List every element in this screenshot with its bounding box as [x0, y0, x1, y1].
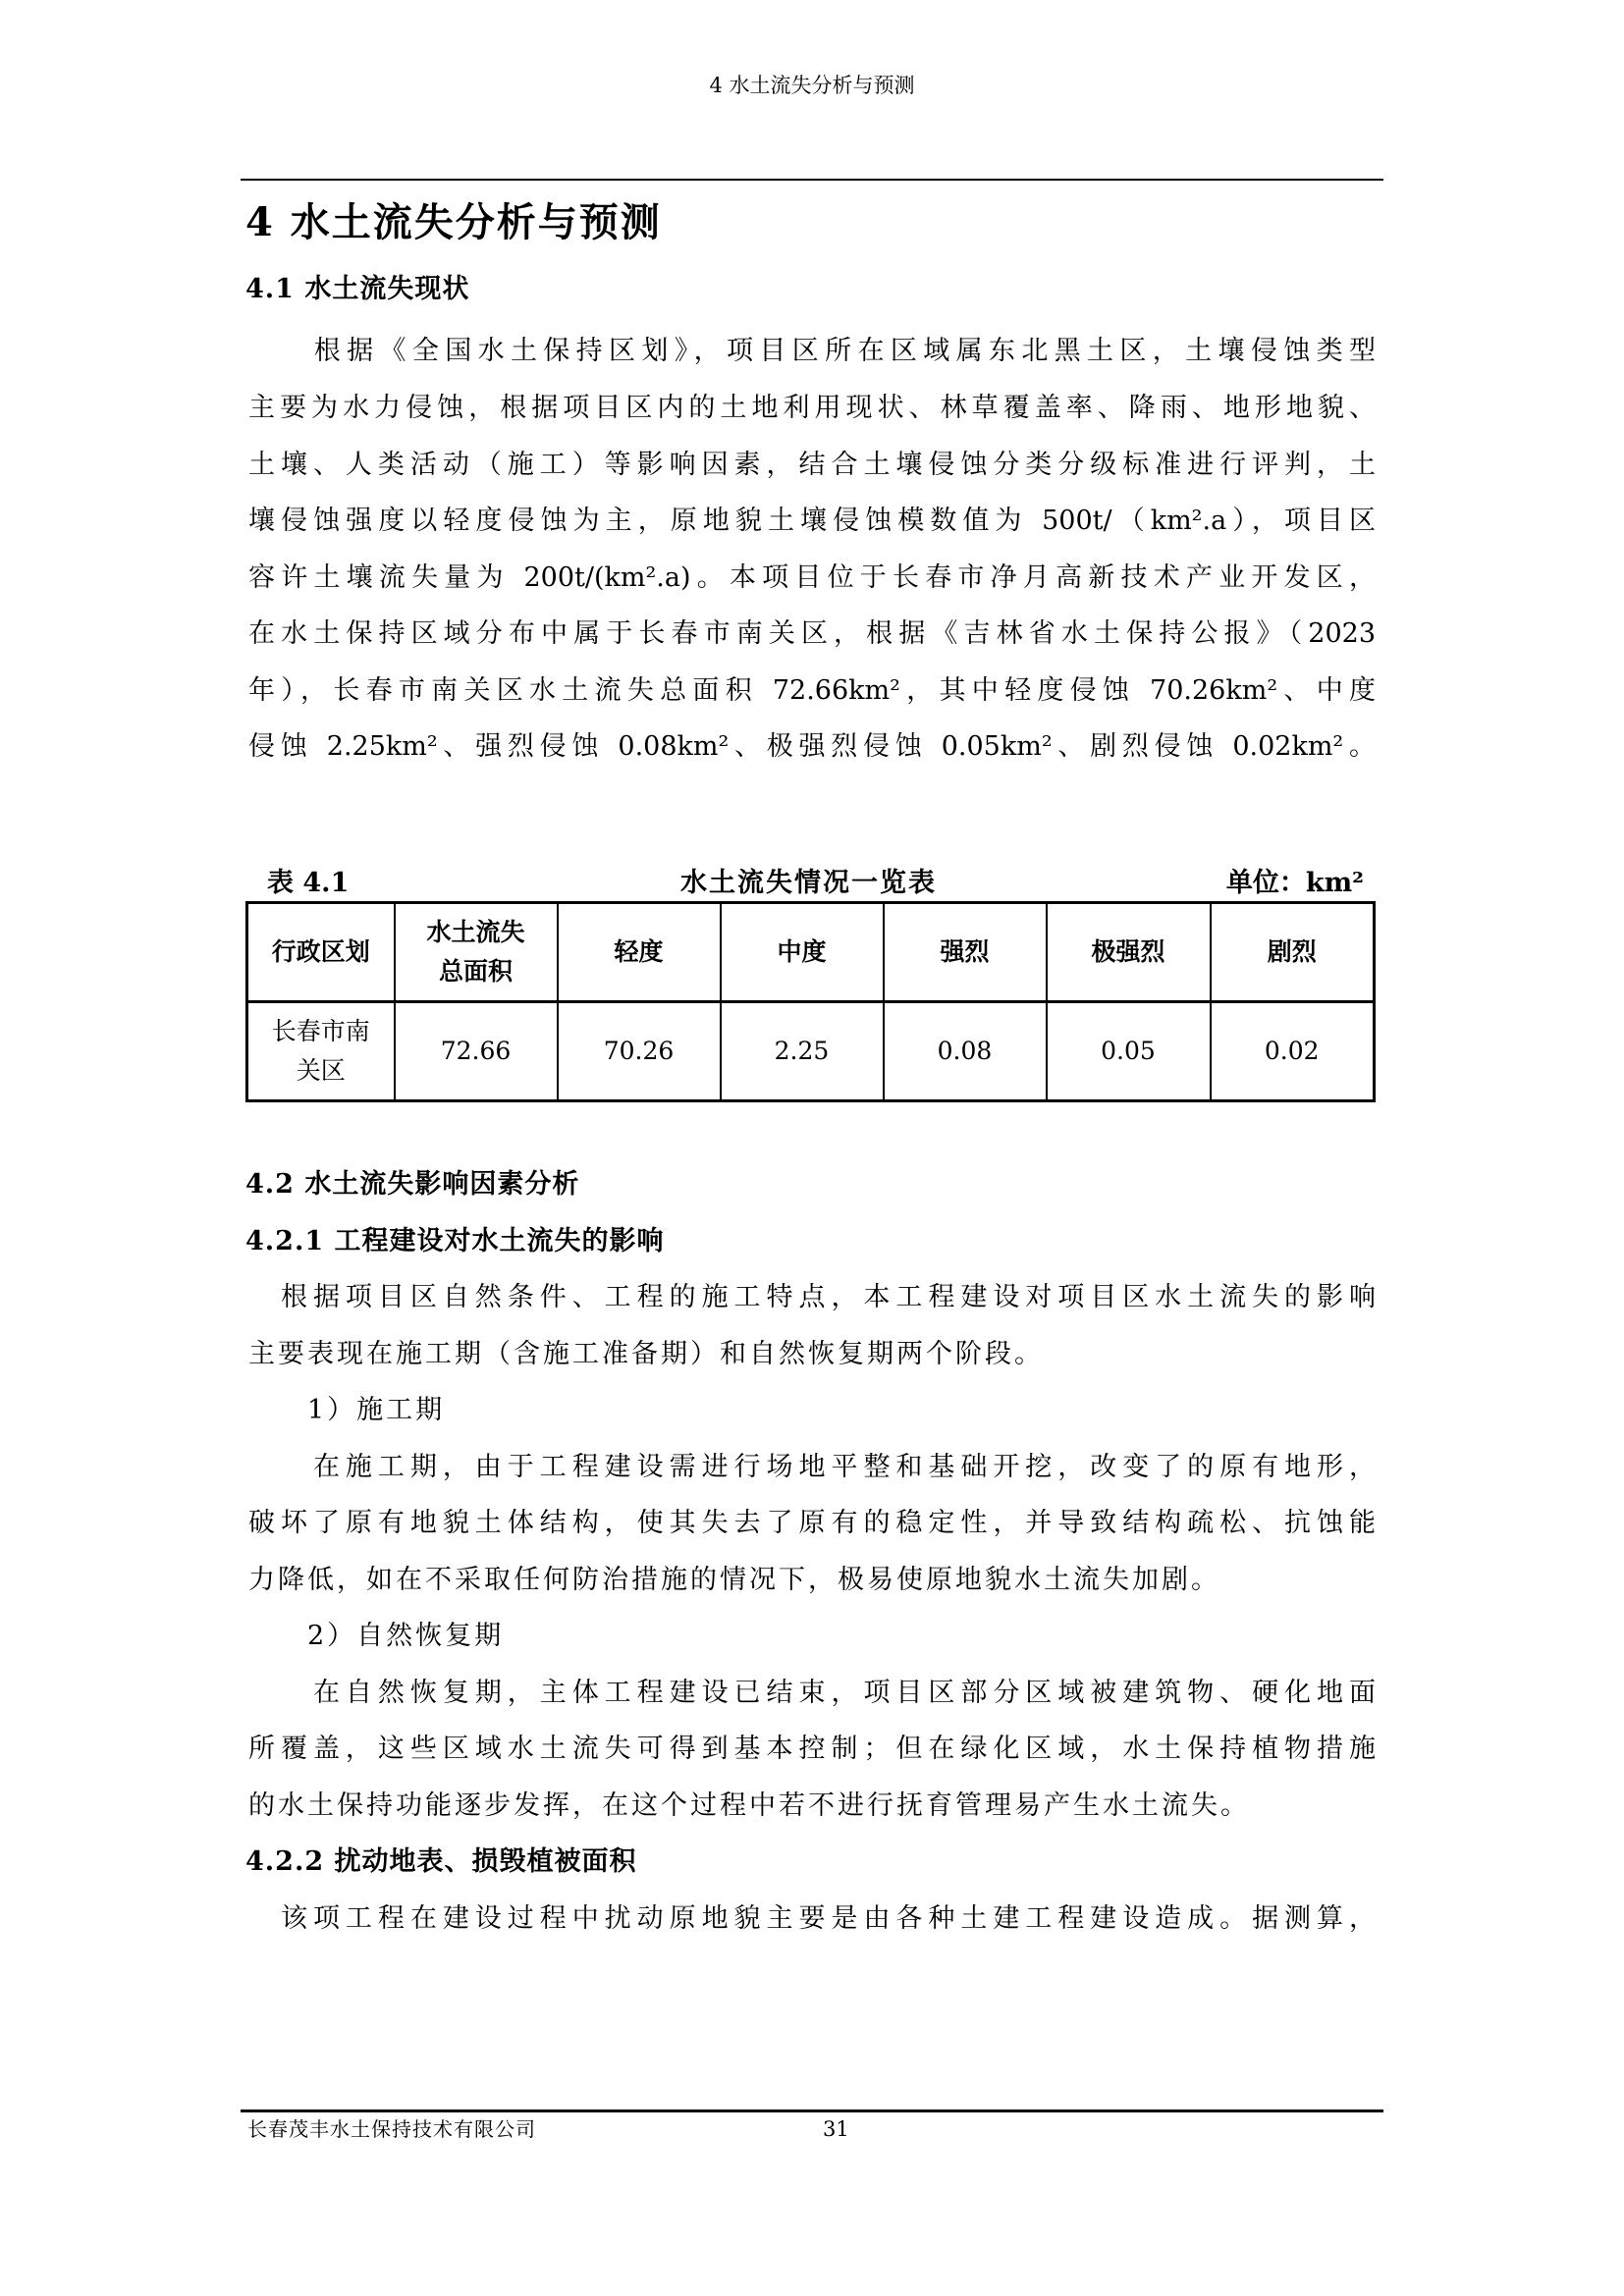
- paragraph-line: 容许土壤流失量为 200t/(km².a)。本项目位于长春市净月高新技术产业开发区，: [248, 562, 1376, 593]
- table-unit: 单位：km²: [1225, 868, 1364, 898]
- list-item-title: 1）施工期: [248, 1395, 446, 1425]
- header-cell-moderate: 中度: [721, 903, 884, 1002]
- footer-company: 长春茂丰水土保持技术有限公司: [247, 2117, 536, 2141]
- paragraph-line: 根据《全国水土保持区划》，项目区所在区域属东北黑土区，土壤侵蚀类型: [248, 336, 1376, 366]
- paragraph-line: 破坏了原有地貌土体结构，使其失去了原有的稳定性，并导致结构疏松、抗蚀能: [248, 1508, 1376, 1538]
- header-rule: [241, 179, 1383, 181]
- paragraph-line: 在施工期，由于工程建设需进行场地平整和基础开挖，改变了的原有地形，: [248, 1452, 1376, 1482]
- cell-region: 长春市南 关区: [247, 1002, 395, 1101]
- cell-intense: 0.08: [884, 1002, 1047, 1101]
- header-cell-light: 轻度: [558, 903, 721, 1002]
- table-caption: [245, 864, 1372, 903]
- cell-severe: 0.02: [1211, 1002, 1375, 1101]
- cell-moderate: 2.25: [721, 1002, 884, 1101]
- list-item-title: 2）自然恢复期: [248, 1621, 505, 1651]
- paragraph-line: 主要为水力侵蚀，根据项目区内的土地利用现状、林草覆盖率、降雨、地形地貌、: [248, 393, 1376, 423]
- paragraph-line: 的水土保持功能逐步发挥，在这个过程中若不进行抚育管理易产生水土流失。: [248, 1790, 1250, 1821]
- cell-very-intense: 0.05: [1047, 1002, 1211, 1101]
- paragraph-line: 所覆盖，这些区域水土流失可得到基本控制；但在绿化区域，水土保持植物措施: [248, 1734, 1376, 1764]
- chapter-title: 4 水土流失分析与预测: [245, 199, 662, 245]
- table-number: 表 4.1: [267, 868, 350, 898]
- section-heading-4-1: 4.1 水土流失现状: [245, 274, 470, 304]
- paragraph-line: 该项工程在建设过程中扰动原地貌主要是由各种土建工程建设造成。据测算，: [248, 1903, 1376, 1934]
- footer-rule: [241, 2109, 1383, 2112]
- header-cell-very-intense: 极强烈: [1047, 903, 1211, 1002]
- table-title: 水土流失情况一览表: [680, 868, 937, 898]
- paragraph-line: 力降低，如在不采取任何防治措施的情况下，极易使原地貌水土流失加剧。: [248, 1565, 1220, 1595]
- running-header: 4 水土流失分析与预测: [709, 74, 915, 97]
- header-cell-severe: 剧烈: [1211, 903, 1375, 1002]
- header-cell-total: 水土流失 总面积: [395, 903, 558, 1002]
- paragraph-line: 在自然恢复期，主体工程建设已结束，项目区部分区域被建筑物、硬化地面: [248, 1678, 1376, 1708]
- section-heading-4-2: 4.2 水土流失影响因素分析: [245, 1169, 580, 1200]
- table-row: [247, 1002, 1375, 1101]
- paragraph-line: 根据项目区自然条件、工程的施工特点，本工程建设对项目区水土流失的影响: [248, 1282, 1376, 1312]
- paragraph-line: 壤侵蚀强度以轻度侵蚀为主，原地貌土壤侵蚀模数值为 500t/（km².a），项目区: [248, 506, 1376, 536]
- soil-erosion-table: [245, 901, 1376, 1102]
- subsection-heading-4-2-2: 4.2.2 扰动地表、损毁植被面积: [245, 1846, 637, 1877]
- paragraph-line: 侵蚀 2.25km²、强烈侵蚀 0.08km²、极强烈侵蚀 0.05km²、剧烈侵蚀 0.02km²。: [248, 731, 1376, 762]
- header-cell-intense: 强烈: [884, 903, 1047, 1002]
- table-header-row: [247, 903, 1375, 1002]
- paragraph-line: 土壤、人类活动（施工）等影响因素，结合土壤侵蚀分类分级标准进行评判，土: [248, 450, 1376, 480]
- paragraph-line: 年），长春市南关区水土流失总面积 72.66km²，其中轻度侵蚀 70.26km²、中度: [248, 675, 1376, 706]
- subsection-heading-4-2-1: 4.2.1 工程建设对水土流失的影响: [245, 1226, 665, 1256]
- paragraph-line: 在水土保持区域分布中属于长春市南关区，根据《吉林省水土保持公报》（2023: [248, 618, 1376, 649]
- page-number: 31: [823, 2117, 849, 2141]
- paragraph-line: 主要表现在施工期（含施工准备期）和自然恢复期两个阶段。: [248, 1339, 1044, 1369]
- header-cell-region: 行政区划: [247, 903, 395, 1002]
- cell-total: 72.66: [395, 1002, 558, 1101]
- cell-light: 70.26: [558, 1002, 721, 1101]
